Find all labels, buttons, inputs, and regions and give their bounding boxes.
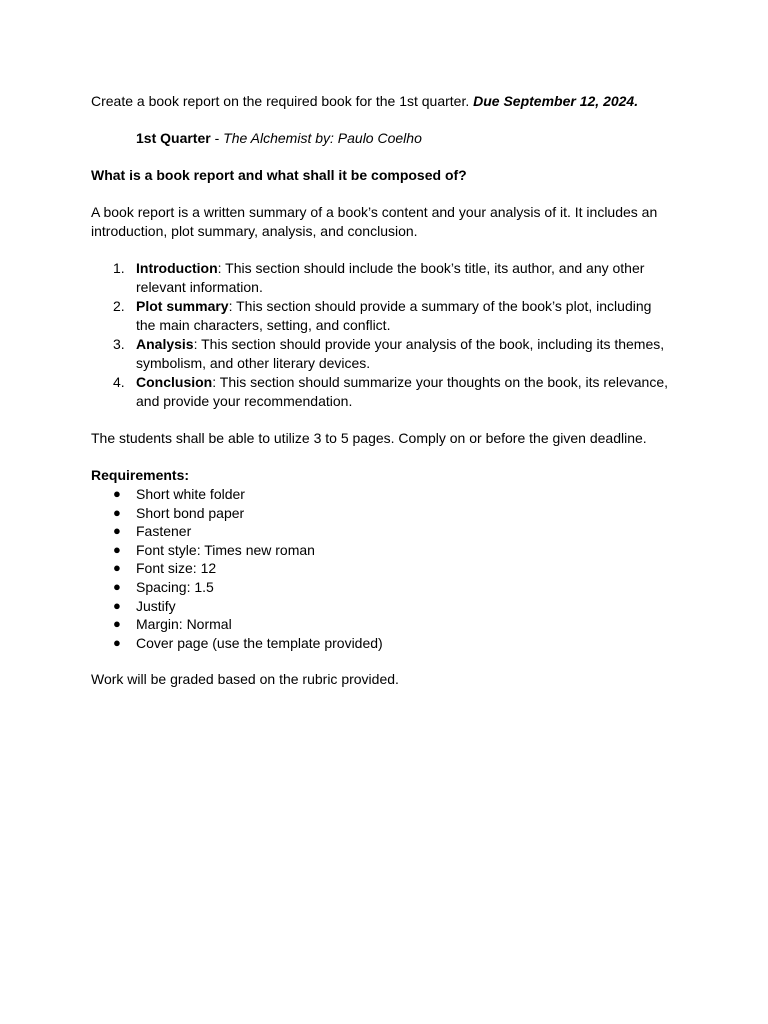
requirement-text: Short bond paper: [136, 504, 245, 521]
requirement-text: Font style: Times new roman: [136, 541, 315, 558]
intro-paragraph: [91, 92, 672, 111]
bullet-icon: ●: [113, 541, 121, 557]
section-title: Conclusion: [136, 374, 213, 390]
bullet-icon: ●: [113, 597, 121, 613]
section-number: 4.: [113, 374, 125, 390]
requirement-item: [91, 634, 672, 653]
requirement-item: [91, 615, 672, 634]
requirement-text: Font size: 12: [136, 560, 217, 577]
closing-paragraph: Work will be graded based on the rubric provided.: [91, 671, 399, 688]
requirement-item: [91, 541, 672, 560]
quarter-separator: -: [210, 130, 224, 146]
question-heading: What is a book report and what shall it be composed of?: [91, 167, 467, 183]
requirement-text: Cover page (use the template provided): [136, 634, 383, 651]
requirement-text: Justify: [136, 597, 176, 614]
intro-text: Create a book report on the required book for the 1st quarter.: [91, 93, 474, 109]
section-text: : This section should provide a summary of the book’s plot, including the main characters, setting, and conflict.: [136, 298, 652, 333]
section-title: Introduction: [136, 260, 218, 276]
sections-list: [91, 259, 672, 411]
bullet-icon: ●: [113, 486, 121, 501]
requirement-text: Fastener: [136, 523, 192, 540]
section-text: : This section should provide your analysis of the book, including its themes, symbolism, and other literary devices.: [136, 336, 665, 371]
due-date: Due September 12, 2024.: [473, 93, 639, 109]
section-item: [91, 297, 672, 335]
requirement-item: [91, 522, 672, 541]
section-text: : This section should summarize your thoughts on the book, its relevance, and provide your recommendation.: [136, 374, 668, 409]
requirements-heading: Requirements:: [91, 467, 190, 483]
section-item: [91, 335, 672, 373]
definition-paragraph: A book report is a written summary of a book’s content and your analysis of it. It includes an introduction, plot summary, analysis, and conclusion.: [91, 204, 658, 239]
requirement-item: [91, 504, 672, 523]
requirements-list: [91, 485, 672, 652]
quarter-line: [91, 129, 672, 148]
requirement-item: [91, 559, 672, 578]
requirement-item: [91, 578, 672, 597]
bullet-icon: ●: [113, 504, 121, 520]
section-item: [91, 259, 672, 297]
requirement-item: [91, 485, 672, 504]
bullet-icon: ●: [113, 578, 121, 594]
bullet-icon: ●: [113, 523, 121, 539]
section-item: [91, 373, 672, 411]
pages-note: The students shall be able to utilize 3 to 5 pages. Comply on or before the given deadline.: [91, 430, 647, 446]
bullet-icon: ●: [113, 560, 121, 576]
section-title: Plot summary: [136, 298, 229, 314]
bullet-icon: ●: [113, 616, 121, 632]
section-text: : This section should include the book’s title, its author, and any other relevant information.: [136, 260, 645, 295]
book-title: The Alchemist by: Paulo Coelho: [223, 130, 422, 146]
section-number: 2.: [113, 298, 125, 314]
section-number: 3.: [113, 336, 125, 352]
requirement-text: Spacing: 1.5: [136, 578, 214, 595]
requirement-text: Short white folder: [136, 486, 245, 502]
requirement-text: Margin: Normal: [136, 616, 232, 633]
section-number: 1.: [113, 260, 125, 276]
section-title: Analysis: [136, 336, 194, 352]
requirement-item: [91, 597, 672, 616]
bullet-icon: ●: [113, 634, 121, 650]
quarter-label: 1st Quarter: [136, 130, 211, 146]
